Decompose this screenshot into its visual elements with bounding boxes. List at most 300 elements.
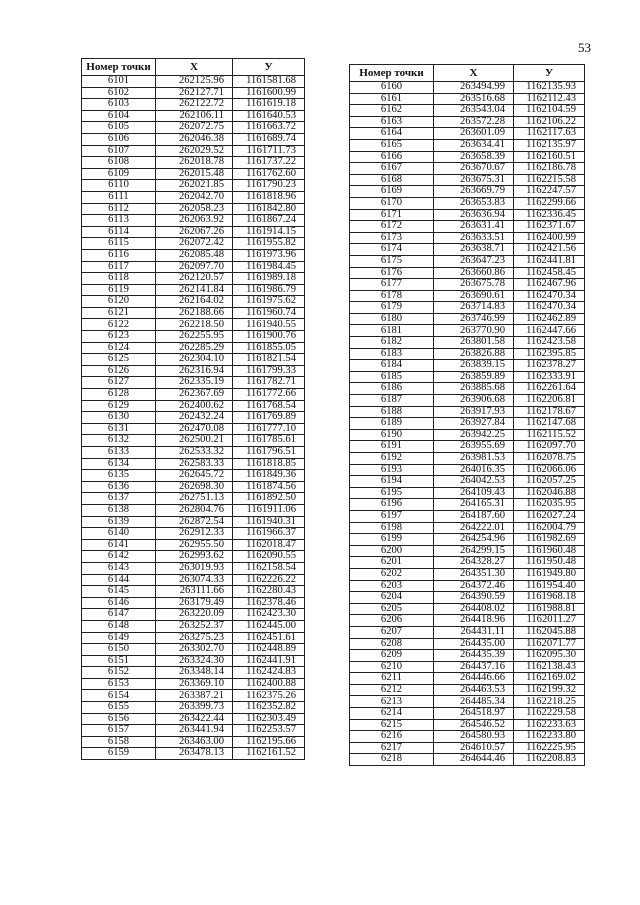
table-row xyxy=(82,609,305,621)
y-coordinate-cell: 1161892.50 xyxy=(233,493,305,505)
y-coordinate-cell: 1162352.82 xyxy=(233,702,305,714)
point-number-cell: 6185 xyxy=(350,371,434,383)
header-x: X xyxy=(156,59,233,76)
y-coordinate-cell: 1162445.00 xyxy=(233,620,305,632)
point-number-cell: 6138 xyxy=(82,504,156,516)
y-coordinate-cell: 1162018.47 xyxy=(233,539,305,551)
y-coordinate-cell: 1161960.74 xyxy=(233,307,305,319)
point-number-cell: 6144 xyxy=(82,574,156,586)
y-coordinate-cell: 1162046.88 xyxy=(514,487,585,499)
point-number-cell: 6116 xyxy=(82,249,156,261)
x-coordinate-cell: 263746.99 xyxy=(434,313,514,325)
y-coordinate-cell: 1161986.79 xyxy=(233,284,305,296)
point-number-cell: 6124 xyxy=(82,342,156,354)
x-coordinate-cell: 263839.15 xyxy=(434,360,514,372)
point-number-cell: 6184 xyxy=(350,360,434,372)
point-number-cell: 6193 xyxy=(350,464,434,476)
point-number-cell: 6118 xyxy=(82,273,156,285)
x-coordinate-cell: 264222.01 xyxy=(434,522,514,534)
table-row xyxy=(82,157,305,169)
y-coordinate-cell: 1162441.91 xyxy=(233,655,305,667)
x-coordinate-cell: 264463.53 xyxy=(434,684,514,696)
point-number-cell: 6164 xyxy=(350,128,434,140)
x-coordinate-cell: 264580.93 xyxy=(434,731,514,743)
y-coordinate-cell: 1161954.40 xyxy=(514,580,585,592)
y-coordinate-cell: 1162045.88 xyxy=(514,626,585,638)
y-coordinate-cell: 1161799.33 xyxy=(233,365,305,377)
x-coordinate-cell: 262316.94 xyxy=(156,365,233,377)
table-row xyxy=(350,684,585,696)
table-row xyxy=(350,731,585,743)
table-row xyxy=(82,319,305,331)
point-number-cell: 6104 xyxy=(82,110,156,122)
point-number-cell: 6196 xyxy=(350,499,434,511)
x-coordinate-cell: 263494.99 xyxy=(434,82,514,94)
x-coordinate-cell: 262018.78 xyxy=(156,157,233,169)
table-row xyxy=(82,99,305,111)
point-number-cell: 6200 xyxy=(350,545,434,557)
y-coordinate-cell: 1161762.60 xyxy=(233,168,305,180)
x-coordinate-cell: 262029.52 xyxy=(156,145,233,157)
table-row xyxy=(82,389,305,401)
x-coordinate-cell: 263670.67 xyxy=(434,163,514,175)
table-row xyxy=(350,116,585,128)
x-coordinate-cell: 264546.52 xyxy=(434,719,514,731)
y-coordinate-cell: 1162448.89 xyxy=(233,644,305,656)
y-coordinate-cell: 1162199.32 xyxy=(514,684,585,696)
x-coordinate-cell: 264016.35 xyxy=(434,464,514,476)
y-coordinate-cell: 1162378.27 xyxy=(514,360,585,372)
y-coordinate-cell: 1161973.96 xyxy=(233,249,305,261)
point-number-cell: 6201 xyxy=(350,557,434,569)
point-number-cell: 6161 xyxy=(350,93,434,105)
table-row xyxy=(82,493,305,505)
x-coordinate-cell: 262063.92 xyxy=(156,215,233,227)
x-coordinate-cell: 264165.31 xyxy=(434,499,514,511)
table-row xyxy=(82,261,305,273)
x-coordinate-cell: 262042.70 xyxy=(156,191,233,203)
table-row xyxy=(350,151,585,163)
y-coordinate-cell: 1162206.81 xyxy=(514,395,585,407)
point-number-cell: 6214 xyxy=(350,708,434,720)
table-row xyxy=(350,708,585,720)
table-row xyxy=(350,568,585,580)
y-coordinate-cell: 1162423.30 xyxy=(233,609,305,621)
x-coordinate-cell: 262141.84 xyxy=(156,284,233,296)
table-row xyxy=(82,447,305,459)
y-coordinate-cell: 1162423.58 xyxy=(514,337,585,349)
point-number-cell: 6183 xyxy=(350,348,434,360)
table-row xyxy=(350,510,585,522)
table-row xyxy=(350,487,585,499)
table-row xyxy=(82,168,305,180)
table-row xyxy=(350,476,585,488)
table-row xyxy=(350,267,585,279)
y-coordinate-cell: 1162215.58 xyxy=(514,174,585,186)
y-coordinate-cell: 1162424.83 xyxy=(233,667,305,679)
x-coordinate-cell: 263653.83 xyxy=(434,197,514,209)
table-row xyxy=(82,145,305,157)
y-coordinate-cell: 1161855.05 xyxy=(233,342,305,354)
y-coordinate-cell: 1161955.82 xyxy=(233,238,305,250)
y-coordinate-cell: 1162378.46 xyxy=(233,597,305,609)
y-coordinate-cell: 1162421.56 xyxy=(514,244,585,256)
y-coordinate-cell: 1162303.49 xyxy=(233,713,305,725)
header-point-number: Номер точки xyxy=(350,65,434,82)
x-coordinate-cell: 263387.21 xyxy=(156,690,233,702)
x-coordinate-cell: 264299.15 xyxy=(434,545,514,557)
x-coordinate-cell: 263826.88 xyxy=(434,348,514,360)
x-coordinate-cell: 262470.08 xyxy=(156,423,233,435)
y-coordinate-cell: 1162261.64 xyxy=(514,383,585,395)
x-coordinate-cell: 262533.32 xyxy=(156,447,233,459)
point-number-cell: 6112 xyxy=(82,203,156,215)
table-row xyxy=(82,551,305,563)
x-coordinate-cell: 263516.68 xyxy=(434,93,514,105)
point-number-cell: 6170 xyxy=(350,197,434,209)
point-number-cell: 6166 xyxy=(350,151,434,163)
x-coordinate-cell: 263019.93 xyxy=(156,562,233,574)
x-coordinate-cell: 263478.13 xyxy=(156,748,233,760)
point-number-cell: 6123 xyxy=(82,331,156,343)
table-row xyxy=(82,504,305,516)
y-coordinate-cell: 1162135.97 xyxy=(514,139,585,151)
x-coordinate-cell: 263399.73 xyxy=(156,702,233,714)
y-coordinate-cell: 1161821.54 xyxy=(233,354,305,366)
x-coordinate-cell: 263669.79 xyxy=(434,186,514,198)
y-coordinate-cell: 1161940.55 xyxy=(233,319,305,331)
x-coordinate-cell: 262912.33 xyxy=(156,528,233,540)
point-number-cell: 6160 xyxy=(350,82,434,94)
point-number-cell: 6159 xyxy=(82,748,156,760)
x-coordinate-cell: 263885.68 xyxy=(434,383,514,395)
x-coordinate-cell: 263369.10 xyxy=(156,678,233,690)
point-number-cell: 6146 xyxy=(82,597,156,609)
y-coordinate-cell: 1162395.85 xyxy=(514,348,585,360)
table-row xyxy=(350,406,585,418)
point-number-cell: 6206 xyxy=(350,615,434,627)
y-coordinate-cell: 1161790.23 xyxy=(233,180,305,192)
point-number-cell: 6131 xyxy=(82,423,156,435)
table-row xyxy=(350,360,585,372)
table-row xyxy=(350,255,585,267)
table-row xyxy=(82,748,305,760)
point-number-cell: 6115 xyxy=(82,238,156,250)
y-coordinate-cell: 1161968.18 xyxy=(514,592,585,604)
point-number-cell: 6117 xyxy=(82,261,156,273)
x-coordinate-cell: 263927.84 xyxy=(434,418,514,430)
table-row xyxy=(82,470,305,482)
x-coordinate-cell: 262285.29 xyxy=(156,342,233,354)
table-row xyxy=(350,139,585,151)
y-coordinate-cell: 1161989.18 xyxy=(233,273,305,285)
table-row xyxy=(350,395,585,407)
x-coordinate-cell: 262188.66 xyxy=(156,307,233,319)
y-coordinate-cell: 1161984.45 xyxy=(233,261,305,273)
x-coordinate-cell: 262304.10 xyxy=(156,354,233,366)
y-coordinate-cell: 1162161.52 xyxy=(233,748,305,760)
y-coordinate-cell: 1162470.34 xyxy=(514,302,585,314)
table-row xyxy=(350,302,585,314)
x-coordinate-cell: 263572.28 xyxy=(434,116,514,128)
x-coordinate-cell: 264254.96 xyxy=(434,534,514,546)
point-number-cell: 6204 xyxy=(350,592,434,604)
x-coordinate-cell: 262015.48 xyxy=(156,168,233,180)
table-row xyxy=(350,638,585,650)
x-coordinate-cell: 263324.30 xyxy=(156,655,233,667)
point-number-cell: 6153 xyxy=(82,678,156,690)
x-coordinate-cell: 262955.50 xyxy=(156,539,233,551)
y-coordinate-cell: 1162467.96 xyxy=(514,279,585,291)
y-coordinate-cell: 1161818.85 xyxy=(233,458,305,470)
y-coordinate-cell: 1162447.66 xyxy=(514,325,585,337)
x-coordinate-cell: 262021.85 xyxy=(156,180,233,192)
y-coordinate-cell: 1162186.78 xyxy=(514,163,585,175)
y-coordinate-cell: 1162011.27 xyxy=(514,615,585,627)
table-row xyxy=(350,742,585,754)
y-coordinate-cell: 1162462.89 xyxy=(514,313,585,325)
x-coordinate-cell: 263636.94 xyxy=(434,209,514,221)
table-row xyxy=(350,337,585,349)
point-number-cell: 6101 xyxy=(82,76,156,88)
y-coordinate-cell: 1161796.51 xyxy=(233,447,305,459)
y-coordinate-cell: 1162247.57 xyxy=(514,186,585,198)
point-number-cell: 6218 xyxy=(350,754,434,766)
point-number-cell: 6167 xyxy=(350,163,434,175)
point-number-cell: 6207 xyxy=(350,626,434,638)
y-coordinate-cell: 1161769.89 xyxy=(233,412,305,424)
point-number-cell: 6178 xyxy=(350,290,434,302)
y-coordinate-cell: 1161900.76 xyxy=(233,331,305,343)
table-row xyxy=(350,696,585,708)
point-number-cell: 6143 xyxy=(82,562,156,574)
table-row xyxy=(82,528,305,540)
table-row xyxy=(350,453,585,465)
y-coordinate-cell: 1161600.99 xyxy=(233,87,305,99)
point-number-cell: 6133 xyxy=(82,447,156,459)
y-coordinate-cell: 1162090.55 xyxy=(233,551,305,563)
point-number-cell: 6186 xyxy=(350,383,434,395)
x-coordinate-cell: 263859.89 xyxy=(434,371,514,383)
x-coordinate-cell: 262751.13 xyxy=(156,493,233,505)
table-row xyxy=(82,690,305,702)
x-coordinate-cell: 262046.38 xyxy=(156,133,233,145)
table-row xyxy=(82,423,305,435)
y-coordinate-cell: 1162371.67 xyxy=(514,221,585,233)
y-coordinate-cell: 1162135.93 xyxy=(514,82,585,94)
x-coordinate-cell: 264518.97 xyxy=(434,708,514,720)
point-number-cell: 6168 xyxy=(350,174,434,186)
point-number-cell: 6132 xyxy=(82,435,156,447)
x-coordinate-cell: 264390.59 xyxy=(434,592,514,604)
table-row xyxy=(82,238,305,250)
point-number-cell: 6189 xyxy=(350,418,434,430)
table-row xyxy=(82,655,305,667)
x-coordinate-cell: 262106.11 xyxy=(156,110,233,122)
x-coordinate-cell: 263714.83 xyxy=(434,302,514,314)
point-number-cell: 6145 xyxy=(82,586,156,598)
x-coordinate-cell: 263690.61 xyxy=(434,290,514,302)
y-coordinate-cell: 1162400.99 xyxy=(514,232,585,244)
point-number-cell: 6136 xyxy=(82,481,156,493)
y-coordinate-cell: 1162441.81 xyxy=(514,255,585,267)
x-coordinate-cell: 263647.23 xyxy=(434,255,514,267)
table-row xyxy=(82,678,305,690)
y-coordinate-cell: 1161975.62 xyxy=(233,296,305,308)
x-coordinate-cell: 262072.75 xyxy=(156,122,233,134)
table-row xyxy=(350,429,585,441)
y-coordinate-cell: 1161785.61 xyxy=(233,435,305,447)
x-coordinate-cell: 262400.62 xyxy=(156,400,233,412)
x-coordinate-cell: 264485.34 xyxy=(434,696,514,708)
x-coordinate-cell: 264418.96 xyxy=(434,615,514,627)
x-coordinate-cell: 263348.14 xyxy=(156,667,233,679)
y-coordinate-cell: 1161640.53 xyxy=(233,110,305,122)
x-coordinate-cell: 262698.30 xyxy=(156,481,233,493)
table-row xyxy=(350,93,585,105)
point-number-cell: 6209 xyxy=(350,650,434,662)
point-number-cell: 6111 xyxy=(82,191,156,203)
point-number-cell: 6173 xyxy=(350,232,434,244)
x-coordinate-cell: 262500.21 xyxy=(156,435,233,447)
table-row xyxy=(82,249,305,261)
table-row xyxy=(82,110,305,122)
y-coordinate-cell: 1162071.77 xyxy=(514,638,585,650)
point-number-cell: 6187 xyxy=(350,395,434,407)
table-row xyxy=(350,603,585,615)
table-row xyxy=(82,412,305,424)
x-coordinate-cell: 263220.09 xyxy=(156,609,233,621)
table-row xyxy=(350,522,585,534)
y-coordinate-cell: 1161689.74 xyxy=(233,133,305,145)
x-coordinate-cell: 263675.78 xyxy=(434,279,514,291)
y-coordinate-cell: 1162097.70 xyxy=(514,441,585,453)
table-row xyxy=(82,307,305,319)
x-coordinate-cell: 263463.00 xyxy=(156,736,233,748)
page-number: 53 xyxy=(578,40,591,55)
table-row xyxy=(350,313,585,325)
point-number-cell: 6179 xyxy=(350,302,434,314)
point-number-cell: 6177 xyxy=(350,279,434,291)
y-coordinate-cell: 1161867.24 xyxy=(233,215,305,227)
x-coordinate-cell: 263634.41 xyxy=(434,139,514,151)
point-number-cell: 6102 xyxy=(82,87,156,99)
y-coordinate-cell: 1161914.15 xyxy=(233,226,305,238)
table-row xyxy=(82,273,305,285)
point-number-cell: 6197 xyxy=(350,510,434,522)
y-coordinate-cell: 1161777.10 xyxy=(233,423,305,435)
point-number-cell: 6199 xyxy=(350,534,434,546)
y-coordinate-cell: 1162078.75 xyxy=(514,453,585,465)
table-row xyxy=(350,418,585,430)
x-coordinate-cell: 263302.70 xyxy=(156,644,233,656)
y-coordinate-cell: 1162178.67 xyxy=(514,406,585,418)
table-row xyxy=(82,667,305,679)
y-coordinate-cell: 1162106.22 xyxy=(514,116,585,128)
point-number-cell: 6139 xyxy=(82,516,156,528)
y-coordinate-cell: 1162458.45 xyxy=(514,267,585,279)
table-row xyxy=(350,592,585,604)
table-row xyxy=(82,562,305,574)
point-number-cell: 6195 xyxy=(350,487,434,499)
table-row xyxy=(350,499,585,511)
point-number-cell: 6125 xyxy=(82,354,156,366)
table-row xyxy=(82,481,305,493)
y-coordinate-cell: 1162233.80 xyxy=(514,731,585,743)
table-row xyxy=(350,163,585,175)
x-coordinate-cell: 262120.57 xyxy=(156,273,233,285)
x-coordinate-cell: 262804.76 xyxy=(156,504,233,516)
point-number-cell: 6114 xyxy=(82,226,156,238)
table-row xyxy=(82,586,305,598)
y-coordinate-cell: 1162112.43 xyxy=(514,93,585,105)
y-coordinate-cell: 1161874.56 xyxy=(233,481,305,493)
table-row xyxy=(82,133,305,145)
x-coordinate-cell: 264446.66 xyxy=(434,673,514,685)
table-row xyxy=(350,661,585,673)
x-coordinate-cell: 263441.94 xyxy=(156,725,233,737)
y-coordinate-cell: 1162115.52 xyxy=(514,429,585,441)
y-coordinate-cell: 1161940.31 xyxy=(233,516,305,528)
x-coordinate-cell: 262164.02 xyxy=(156,296,233,308)
table-row xyxy=(350,371,585,383)
y-coordinate-cell: 1162057.25 xyxy=(514,476,585,488)
x-coordinate-cell: 262872.54 xyxy=(156,516,233,528)
point-number-cell: 6176 xyxy=(350,267,434,279)
table-row xyxy=(350,383,585,395)
x-coordinate-cell: 264187.60 xyxy=(434,510,514,522)
point-number-cell: 6110 xyxy=(82,180,156,192)
point-number-cell: 6134 xyxy=(82,458,156,470)
table-row xyxy=(82,215,305,227)
table-row xyxy=(350,209,585,221)
x-coordinate-cell: 264437.16 xyxy=(434,661,514,673)
y-coordinate-cell: 1161711.73 xyxy=(233,145,305,157)
table-row xyxy=(350,232,585,244)
x-coordinate-cell: 264328.27 xyxy=(434,557,514,569)
y-coordinate-cell: 1162299.66 xyxy=(514,197,585,209)
x-coordinate-cell: 263543.04 xyxy=(434,105,514,117)
x-coordinate-cell: 262072.42 xyxy=(156,238,233,250)
table-row xyxy=(350,719,585,731)
y-coordinate-cell: 1162451.61 xyxy=(233,632,305,644)
y-coordinate-cell: 1162280.43 xyxy=(233,586,305,598)
table-row xyxy=(350,580,585,592)
point-number-cell: 6135 xyxy=(82,470,156,482)
table-row xyxy=(350,626,585,638)
y-coordinate-cell: 1162375.26 xyxy=(233,690,305,702)
y-coordinate-cell: 1162336.45 xyxy=(514,209,585,221)
point-number-cell: 6120 xyxy=(82,296,156,308)
table-row xyxy=(350,754,585,766)
x-coordinate-cell: 262645.72 xyxy=(156,470,233,482)
x-coordinate-cell: 263179.49 xyxy=(156,597,233,609)
y-coordinate-cell: 1162169.02 xyxy=(514,673,585,685)
point-number-cell: 6103 xyxy=(82,99,156,111)
point-number-cell: 6162 xyxy=(350,105,434,117)
y-coordinate-cell: 1161619.18 xyxy=(233,99,305,111)
point-number-cell: 6105 xyxy=(82,122,156,134)
table-row xyxy=(82,377,305,389)
table-row xyxy=(350,615,585,627)
point-number-cell: 6107 xyxy=(82,145,156,157)
x-coordinate-cell: 263906.68 xyxy=(434,395,514,407)
y-coordinate-cell: 1161911.06 xyxy=(233,504,305,516)
y-coordinate-cell: 1161782.71 xyxy=(233,377,305,389)
x-coordinate-cell: 263660.86 xyxy=(434,267,514,279)
y-coordinate-cell: 1161966.37 xyxy=(233,528,305,540)
table-row xyxy=(82,400,305,412)
